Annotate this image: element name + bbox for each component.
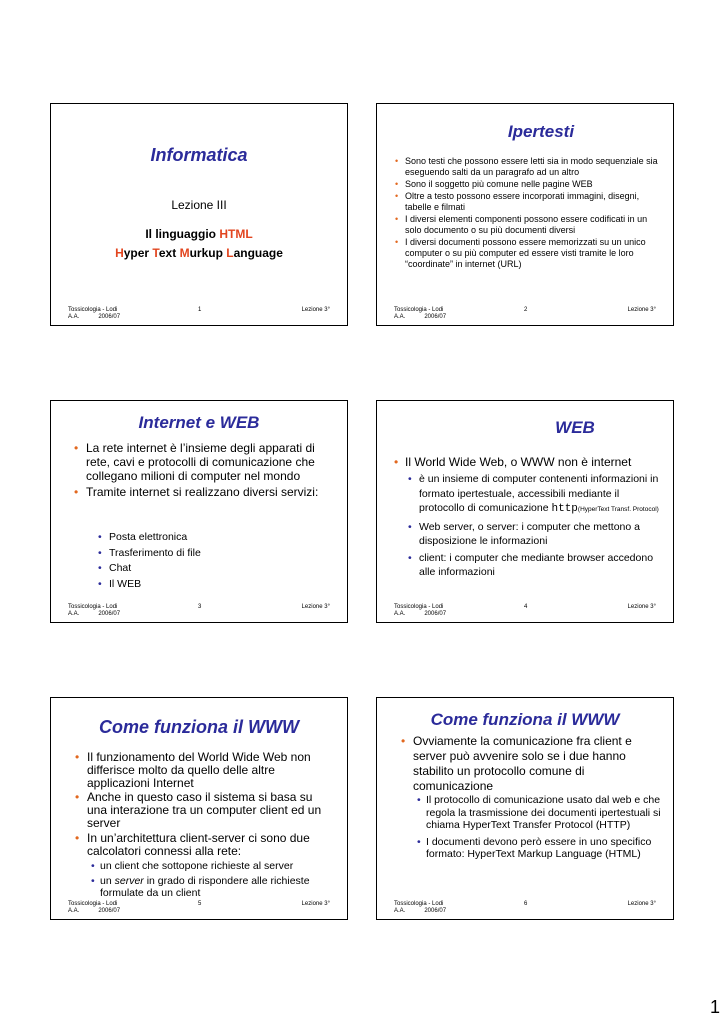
slide-6 — [376, 697, 674, 920]
bullet-list — [75, 751, 335, 857]
footer-course: Tossicologia - Lodi — [68, 604, 118, 610]
sub-item: • Posta elettronica — [98, 530, 333, 546]
sub-item: • un server in grado di rispondere alle richieste formulate da un client — [91, 874, 310, 899]
bullet-icon: • — [395, 156, 399, 166]
acr-rest: anguage — [233, 246, 283, 260]
bullet-icon: • — [395, 191, 399, 201]
bullet-list — [74, 441, 333, 499]
acr-letter: M — [179, 246, 190, 260]
footer-course: Tossicologia - Lodi — [68, 901, 118, 907]
http-code: http — [551, 503, 578, 515]
list-item: • Tramite internet si realizzano diversi servizi: — [74, 485, 319, 499]
slide-5 — [50, 697, 348, 920]
acr-rest: urkup — [189, 246, 227, 260]
bullet-list — [401, 734, 659, 794]
bullet-list — [395, 156, 659, 271]
slide-number: 1 — [198, 307, 202, 313]
bullet-icon: • — [417, 794, 421, 806]
slide-title: Internet e WEB — [138, 413, 260, 432]
slide-2 — [376, 103, 674, 326]
bullet-icon: • — [408, 551, 412, 564]
footer-year: 2006/07 — [424, 908, 447, 914]
footer-year: 2006/07 — [98, 908, 121, 914]
footer-lesson: Lezione 3° — [301, 307, 330, 313]
bullet-icon: • — [395, 237, 399, 247]
slide-title: Come funziona il WWW — [430, 710, 620, 729]
bullet-icon: • — [395, 179, 399, 189]
acr-letter: T — [152, 246, 159, 260]
bullet-icon: • — [74, 485, 79, 499]
list-item: • I diversi elementi componenti possono essere codificati in un solo documento o su più documenti diversi — [395, 214, 648, 235]
sub-list — [98, 530, 333, 592]
acr-letter: L — [226, 246, 234, 260]
sub-item: • un client che sottopone richieste al server — [91, 860, 294, 872]
acr-letter: H — [115, 246, 124, 260]
html-line-prefix: Il linguaggio — [145, 227, 220, 241]
footer-year: 2006/07 — [98, 314, 121, 320]
list-item: • Ovviamente la comunicazione fra client e server può avvenire solo se i due hanno stabilito un protocollo comune di comunicazione — [401, 734, 632, 793]
bullet-icon: • — [98, 577, 102, 590]
bullet-icon: • — [98, 546, 102, 559]
bullet-icon: • — [74, 441, 79, 455]
slide-title: Come funziona il WWW — [99, 717, 299, 737]
footer-course: Tossicologia - Lodi — [68, 307, 118, 313]
footer-year-label: A.A. — [68, 611, 80, 617]
bullet-icon: • — [75, 750, 80, 764]
page-number: 1 — [709, 997, 720, 1017]
slide-number: 4 — [524, 604, 528, 610]
footer-year-label: A.A. — [68, 908, 80, 914]
list-item: • Oltre a testo possono essere incorporati immagini, disegni, tabelle e filmati — [395, 191, 640, 212]
bullet-icon: • — [98, 562, 102, 574]
http-expansion: (HyperText Transf. Protocol) — [577, 506, 659, 513]
list-item: • La rete internet è l’insieme degli apparati di rete, cavi e protocolli di comunicazione che collegano milioni di computer nel mondo — [74, 441, 315, 483]
list-item: • Sono testi che possono essere letti sia in modo sequenziale sia eseguendo salti da un paragrafo ad un altro — [395, 156, 658, 177]
sub-list — [91, 860, 333, 900]
slide-title: Ipertesti — [507, 122, 575, 141]
sub-item: • è un insieme di computer contenenti informazioni in formato ipertestuale, accessibili mediante il protocollo di comunicazione http(HyperText Transf. Protocol) — [408, 473, 659, 515]
list-item: • Il World Wide Web, o WWW non è internet — [394, 455, 632, 469]
bullet-icon: • — [91, 860, 95, 872]
list-item: • Sono il soggetto più comune nelle pagine WEB — [395, 179, 593, 189]
bullet-list — [394, 455, 659, 469]
bullet-icon: • — [91, 874, 95, 887]
slide-number: 5 — [198, 901, 202, 907]
bullet-icon: • — [75, 830, 80, 845]
slide-subtitle: Lezione III — [171, 198, 227, 212]
slide-1 — [50, 103, 348, 326]
footer-course: Tossicologia - Lodi — [394, 901, 444, 907]
sub-list — [417, 794, 661, 861]
bullet-icon: • — [408, 473, 412, 485]
acr-rest: ext — [158, 246, 180, 260]
list-item: • Il funzionamento del World Wide Web non differisce molto da quello delle altre applicazioni Internet — [75, 750, 311, 790]
slide-3 — [50, 400, 348, 623]
slide-4 — [376, 400, 674, 623]
sub-item: • Trasferimento di file — [98, 546, 333, 562]
footer-lesson: Lezione 3° — [627, 604, 656, 610]
acr-rest: yper — [123, 246, 153, 260]
footer-year-label: A.A. — [394, 908, 406, 914]
sub-item: • I documenti devono però essere in uno specifico formato: HyperText Markup Language (HTML) — [417, 835, 652, 860]
list-item: • Anche in questo caso il sistema si basa su una interazione tra un computer client ed un server — [75, 790, 322, 830]
footer-year-label: A.A. — [68, 314, 80, 320]
sub-item: • Il protocollo di comunicazione usato dal web e che regola la trasmissione dei documenti ipertestuali si chiama HyperText Transfer Protocol (HTTP) — [417, 794, 661, 831]
sub-item: • Web server, o server: i computer che mettono a disposizione le informazioni — [408, 520, 640, 547]
slide-number: 2 — [524, 307, 528, 313]
bullet-icon: • — [75, 790, 80, 805]
sub-list — [408, 472, 663, 580]
footer-lesson: Lezione 3° — [301, 901, 330, 907]
bullet-icon: • — [394, 455, 399, 469]
slide-number: 6 — [524, 901, 528, 907]
bullet-icon: • — [98, 531, 102, 543]
footer-lesson: Lezione 3° — [301, 604, 330, 610]
footer-year-label: A.A. — [394, 314, 406, 320]
html-line — [51, 227, 347, 241]
footer-lesson: Lezione 3° — [627, 307, 656, 313]
list-item: • In un’architettura client-server ci sono due calcolatori connessi alla rete: — [75, 830, 310, 858]
list-item: • I diversi documenti possono essere memorizzati su un unico computer o su più computer ed essere visti tramite le loro “coordinate” in internet (URL) — [395, 237, 646, 269]
server-emphasis: server — [114, 874, 144, 887]
sub-item: • Chat — [98, 561, 333, 577]
html-highlight: HTML — [219, 227, 253, 241]
bullet-icon: • — [395, 214, 399, 224]
bullet-icon: • — [408, 520, 412, 533]
footer-lesson: Lezione 3° — [627, 901, 656, 907]
bullet-icon: • — [401, 734, 406, 748]
footer-course: Tossicologia - Lodi — [394, 604, 444, 610]
sub-item: • Il WEB — [98, 577, 333, 593]
footer-year: 2006/07 — [424, 314, 447, 320]
slide-title: WEB — [555, 418, 595, 437]
footer-course: Tossicologia - Lodi — [394, 307, 444, 313]
bullet-icon: • — [417, 835, 421, 848]
slide-number: 3 — [198, 604, 202, 610]
footer-year: 2006/07 — [424, 611, 447, 617]
acronym-line — [51, 246, 347, 260]
sub-item: • client: i computer che mediante browser accedono alle informazioni — [408, 551, 654, 578]
slide-title: Informatica — [150, 145, 248, 165]
footer-year: 2006/07 — [98, 611, 121, 617]
footer-year-label: A.A. — [394, 611, 406, 617]
